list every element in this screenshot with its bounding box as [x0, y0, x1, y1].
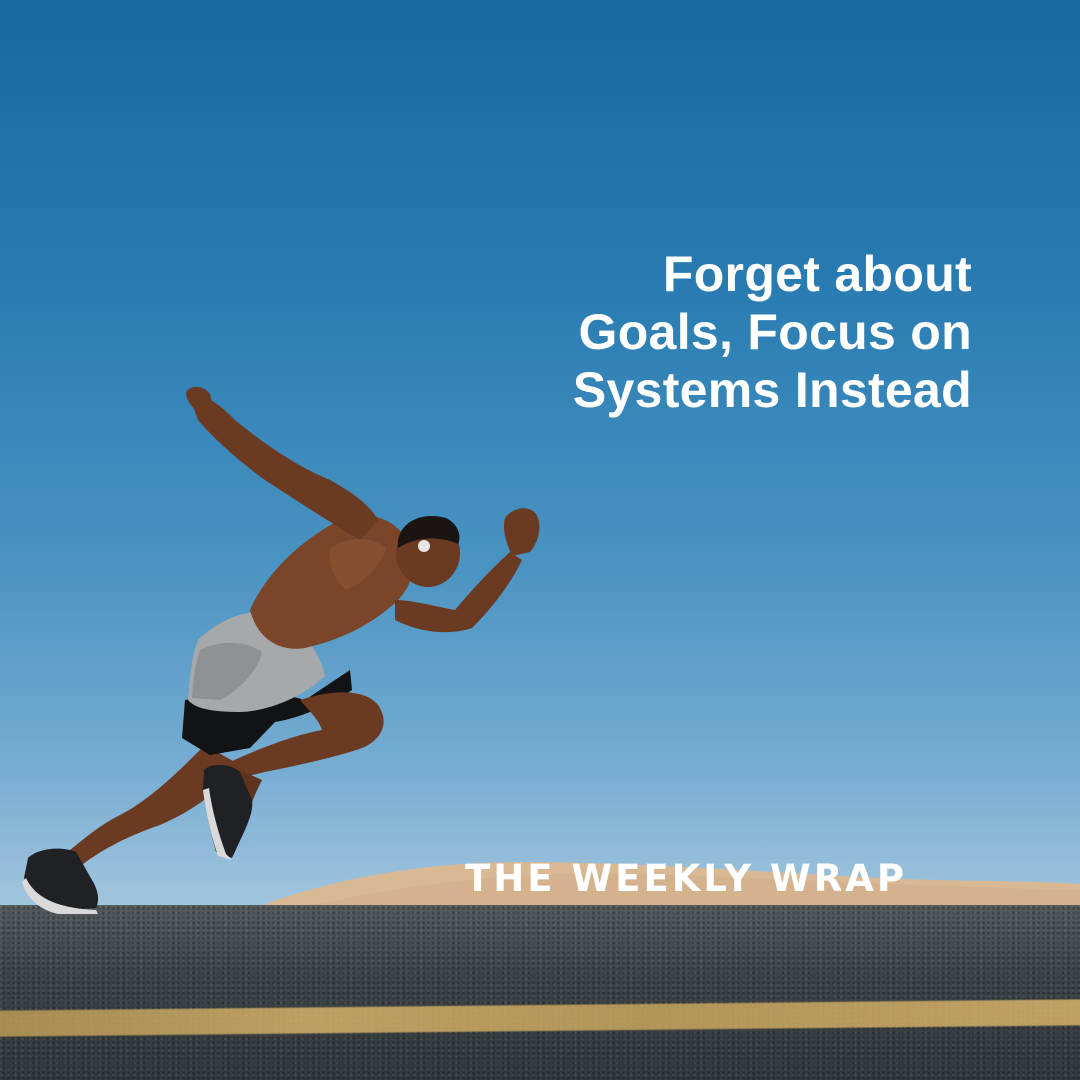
headline-line-3: Systems Instead [572, 362, 972, 418]
series-title: THE WEEKLY WRAP [465, 857, 907, 900]
headline-line-2: Goals, Focus on [578, 304, 972, 360]
headline-line-1: Forget about [662, 246, 972, 302]
headline [412, 245, 972, 419]
